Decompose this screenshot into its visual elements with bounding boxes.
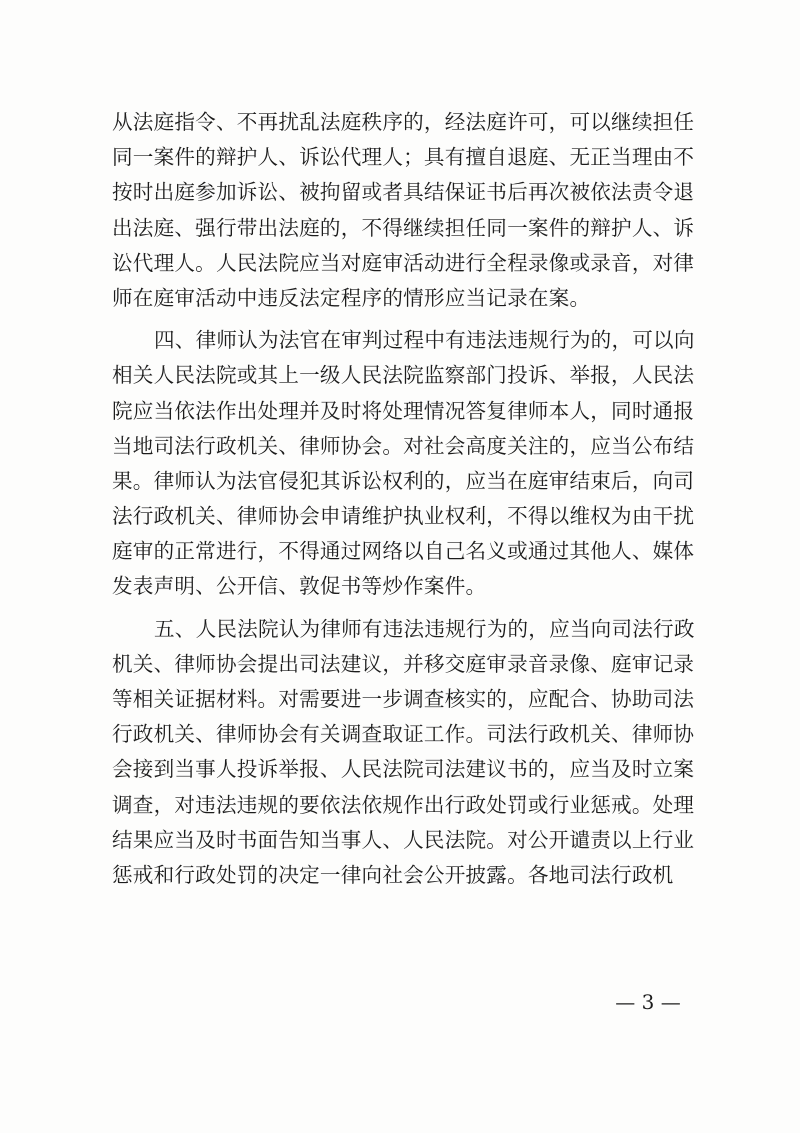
text-line: 调查，对违法违规的要依法依规作出行政处罚或行业惩戒。处理 — [112, 792, 695, 817]
page-number: — 3 — — [615, 990, 681, 1014]
document-body — [112, 105, 712, 893]
text-line: 法行政机关、律师协会申请维护执业权利，不得以维权为由干扰 — [112, 504, 695, 529]
text-line: 师在庭审活动中违反法定程序的情形应当记录在案。 — [112, 285, 591, 310]
text-line: 从法庭指令、不再扰乱法庭秩序的，经法庭许可，可以继续担任 — [112, 110, 695, 134]
text-line: 当地司法行政机关、律师协会。对社会高度关注的，应当公布结 — [112, 433, 695, 458]
paragraph-five — [112, 612, 712, 894]
text-line: 果。律师认为法官侵犯其诉讼权利的，应当在庭审结束后，向司 — [112, 468, 695, 493]
paragraph-continuation — [112, 105, 712, 316]
text-line: 机关、律师协会提出司法建议，并移交庭审录音录像、庭审记录 — [112, 651, 695, 676]
paragraph-four — [112, 323, 712, 605]
text-line: 讼代理人。人民法院应当对庭审活动进行全程录像或录音，对律 — [112, 250, 695, 275]
text-line: 出法庭、强行带出法庭的，不得继续担任同一案件的辩护人、诉 — [112, 215, 695, 240]
text-line: 同一案件的辩护人、诉讼代理人；具有擅自退庭、无正当理由不 — [112, 145, 695, 170]
text-line: 惩戒和行政处罚的决定一律向社会公开披露。各地司法行政机 — [112, 862, 674, 887]
text-line: 按时出庭参加诉讼、被拘留或者具结保证书后再次被依法责令退 — [112, 180, 695, 205]
text-line: 结果应当及时书面告知当事人、人民法院。对公开谴责以上行业 — [112, 827, 695, 852]
text-line: 会接到当事人投诉举报、人民法院司法建议书的，应当及时立案 — [112, 757, 695, 782]
text-line: 院应当依法作出处理并及时将处理情况答复律师本人，同时通报 — [112, 398, 695, 423]
text-line: 四、律师认为法官在审判过程中有违法违规行为的，可以向 — [154, 328, 695, 353]
text-line: 行政机关、律师协会有关调查取证工作。司法行政机关、律师协 — [112, 722, 695, 747]
text-line: 等相关证据材料。对需要进一步调查核实的，应配合、协助司法 — [112, 687, 695, 711]
text-line: 发表声明、公开信、敦促书等炒作案件。 — [112, 574, 487, 599]
text-line: 五、人民法院认为律师有违法违规行为的，应当向司法行政 — [154, 616, 695, 641]
text-line: 庭审的正常进行，不得通过网络以自己名义或通过其他人、媒体 — [112, 539, 695, 564]
text-line: 相关人民法院或其上一级人民法院监察部门投诉、举报，人民法 — [112, 363, 695, 388]
